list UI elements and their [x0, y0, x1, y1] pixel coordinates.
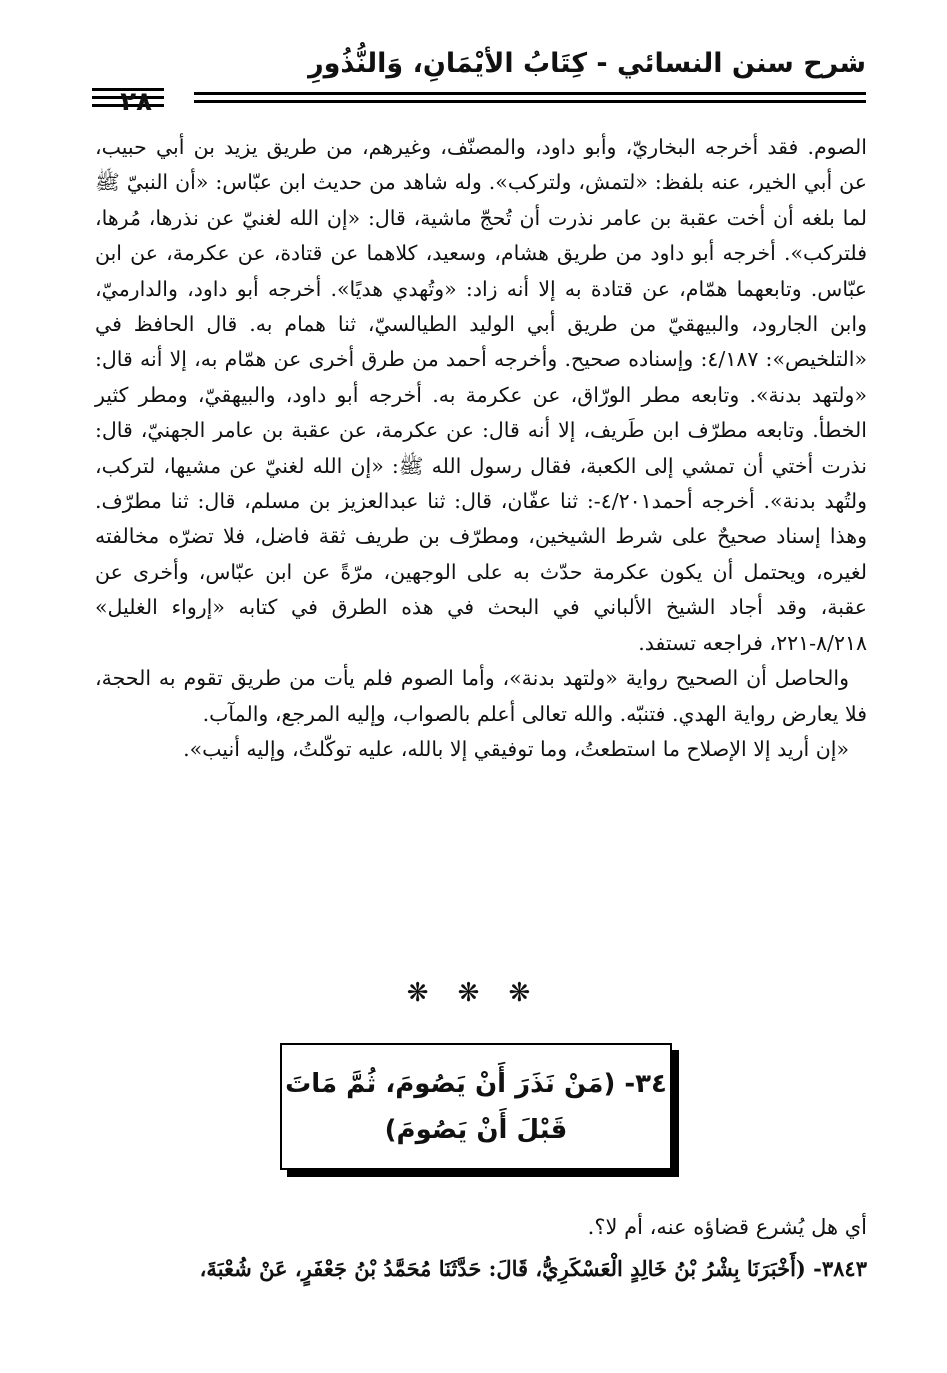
text-line: عبّاس، وأخرى عن عقبة، وقد أجاد الشيخ الألباني في البحث في هذه الطرق في كتابه	[95, 559, 867, 620]
text-line: «إن أريد إلا الإصلاح ما استطعتُ، وما توفيقي إلا بالله، عليه توكّلتُ، وإليه	[246, 736, 849, 761]
text-line: مطرّف. وهذا إسناد صحيحٌ على شرط الشيخين، ومطرّف بن طريف ثقة فاضل، فلا	[95, 489, 867, 549]
text-line: تضرّه مخالفته لغيره، ويحتمل أن يكون عكرمة حدّث به على الوجهين، مرّةً عن ابن	[95, 524, 867, 584]
text-line: كلاهما عن قتادة، عن عكرمة، عن ابن عبّاس. وتابعهما همّام، عن قتادة به إلا أنه زاد:	[95, 241, 867, 301]
conclusion-paragraph	[95, 661, 867, 732]
text-line: الصوم. فقد أخرجه البخاريّ، وأبو داود، والمصنّف، وغيرهم، من طريق يزيد بن أبي	[155, 135, 867, 159]
commentary-block	[95, 130, 867, 767]
page-number: ٢٨	[120, 87, 152, 117]
chapter-heading-line-2: قَبْلَ أَنْ يَصُومَ)	[384, 1115, 568, 1145]
closing-quote-paragraph	[95, 732, 867, 767]
text-line: تمشي إلى الكعبة، فقال رسول الله ﷺ: «إن الله لغنيّ عن مشيها، لتركب، ولتُهد	[95, 453, 867, 514]
chapter-heading-box	[280, 1043, 672, 1170]
text-line: ابن طَريف، إلا أنه قال: عن عكرمة، عن عقبة بن عامر الجهنيّ، قال: نذرت أختي أن	[95, 418, 867, 478]
text-line: وأخرجه أحمد من طرق أخرى عن همّام به، إلا أنه قال: «ولتهد بدنة». وتابعه مطر	[95, 347, 867, 407]
chapter-heading	[282, 1061, 670, 1153]
page-header	[92, 38, 866, 128]
header-rule-long-bottom	[194, 100, 866, 103]
chapter-body	[95, 1206, 867, 1290]
text-line: «وتُهدي هديًا». أخرجه أبو داود، والدارميّ، وابن الجارود، والبيهقيّ من طريق أبي	[95, 276, 867, 337]
text-line: أنيب».	[183, 736, 240, 761]
section-separator: ❋ ❋ ❋	[406, 978, 541, 1008]
text-line: بدنة». أخرجه أحمد٤/٢٠١-: ثنا عفّان، قال: ثنا عبدالعزيز بن مسلم، قال: ثنا	[170, 489, 816, 514]
hadith-chain: ٣٨٤٣- (أَخْبَرَنَا بِشْرُ بْنُ خَالِدٍ الْعَسْكَرِيُّ، قَالَ: حَدَّثَنَا مُحَمَّدُ بْنُ جَعْفَرٍ، عَنْ شُعْبَةَ،	[199, 1256, 867, 1281]
text-line: الله لغنيّ عن نذرها، مُرها، فلتركب». أخرجه أبو داود من طريق هشام، وسعيد،	[95, 205, 867, 266]
text-line: حبيب، عن أبي الخير، عنه بلفظ: «لتمش، ولتركب». وله شاهد من حديث ابن	[95, 135, 867, 195]
running-title: شرح سنن النسائي - كِتَابُ الأيْمَانِ، وَالنُّذُورِ	[308, 48, 866, 79]
text-line: الوليد الطيالسيّ، ثنا همام به. قال الحافظ في «التلخيص»: ٤/١٨٧: وإسناده صحيح.	[95, 312, 867, 372]
text-line: والحاصل أن الصحيح رواية «ولتهد بدنة»، وأما الصوم فلم يأت من طريق تقوم به	[158, 666, 849, 691]
text-line: والمآب.	[202, 701, 269, 726]
text-line: الورّاق، عن عكرمة به. أخرجه أبو داود، والبيهقيّ، ومطر كثير الخطأ. وتابعه مطرّف	[95, 382, 867, 443]
text-line: عبّاس: «أن النبيّ ﷺ لما بلغه أن أخت عقبة بن عامر نذرت أن تُحجّ ماشية، قال: «إن	[95, 170, 867, 230]
text-line: الحجة، فلا يعارض رواية الهدي. فتنبّه. والله تعالى أعلم بالصواب، وإليه المرجع،	[95, 666, 867, 726]
chapter-intro: أي هل يُشرع قضاؤه عنه، أم لا؟.	[587, 1215, 867, 1239]
text-line: «إرواء الغليل» ٨/٢١٨-٢٢١، فراجعه تستفد.	[95, 595, 867, 655]
commentary-paragraph	[95, 130, 867, 661]
header-rule-long-top	[194, 92, 866, 95]
chapter-heading-line-1: ٣٤- (مَنْ نَذَرَ أَنْ يَصُومَ، ثُمَّ مَاتَ	[285, 1069, 667, 1099]
